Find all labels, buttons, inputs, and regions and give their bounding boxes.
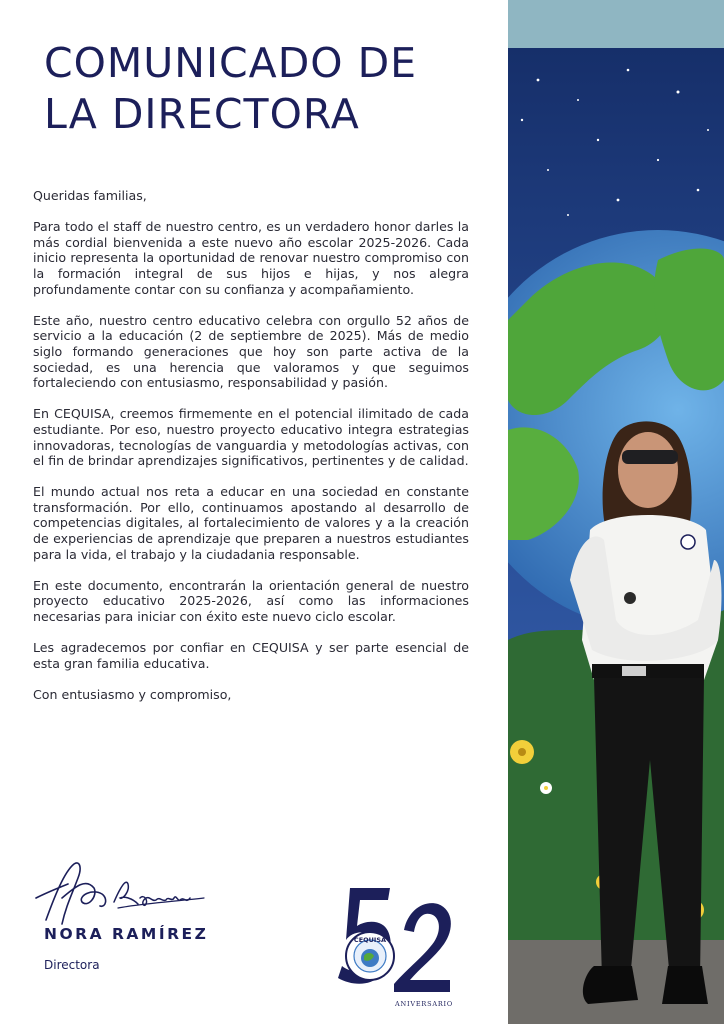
letter-body [33,188,469,718]
closing: Con entusiasmo y compromiso, [33,687,232,702]
signer-name: NORA RAMÍREZ [44,925,209,943]
paragraph-1: Para todo el staff de nuestro centro, es un verdadero honor darles la más cordial bienvenida a este nuevo año escolar 2025-2026. Cada inicio representa la oportunidad de renovar nuestro compromiso con la formación integral de sus hijos e hijas, y nos alegra profundamente contar con su confianza y acompañamiento. [33,219,469,297]
paragraph-2: Este año, nuestro centro educativo celebra con orgullo 52 años de servicio a la educación (2 de septiembre de 2025). Más de medio siglo formando generaciones que hoy son parte activa de la sociedad, es una herencia que valoramos y que seguimos fortaleciendo con entusiasmo, responsabilidad y pasión. [33,312,469,391]
digit-two-shape [394,903,451,992]
logo-caption: ANIVERSARIO [394,1000,454,1008]
title-line-1: COMUNICADO DE [44,39,418,87]
anniversary-logo [328,882,456,1014]
greeting: Queridas familias, [33,188,147,203]
wall-top [508,0,724,48]
seal-text: CEQUISA [353,936,387,944]
title-line-2: LA DIRECTORA [44,90,360,138]
handwritten-signature [28,858,208,930]
director-mural-photo [508,0,724,1024]
paragraph-3: En CEQUISA, creemos firmemente en el potencial ilimitado de cada estudiante. Por eso, nuestro proyecto educativo integra estrategias innovadoras, tecnologías de vanguardia y metodologías activas, con el fin de brindar aprendizajes significativos, pertinentes y de calidad. [33,406,469,469]
page-title [44,38,484,140]
paragraph-5: En este documento, encontrarán la orientación general de nuestro proyecto educativo 2025-2026, así como las informaciones necesarias para iniciar con éxito este nuevo ciclo escolar. [33,577,469,625]
paragraph-6: Les agradecemos por confiar en CEQUISA y ser parte esencial de esta gran familia educativa. [33,640,469,671]
signer-role: Directora [44,958,100,972]
paragraph-4: El mundo actual nos reta a educar en una sociedad en constante transformación. Por ello, continuamos apostando al desarrollo de competencias digitales, al fortalecimiento de valores y a la creación de experiencias de aprendizaje que preparen a nuestros estudiantes para la vida, el trabajo y la ciudadania responsable. [33,484,469,562]
